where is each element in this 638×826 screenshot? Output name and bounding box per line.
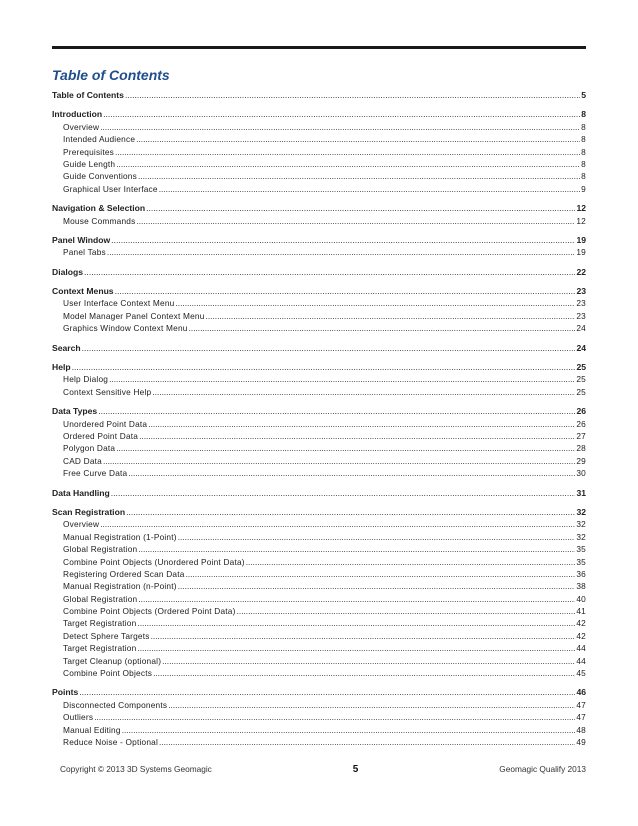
toc-entry-title: Guide Conventions [63,171,137,182]
toc-subsection-entry[interactable] [52,593,586,605]
toc-subsection-entry[interactable] [52,724,586,736]
toc-entry-title: Navigation & Selection [52,203,146,214]
toc-subsection-entry[interactable] [52,642,586,654]
toc-section-entry[interactable] [52,405,586,417]
footer-copyright: Copyright © 2013 3D Systems Geomagic [60,764,212,774]
toc-entry-page: 44 [576,655,586,666]
dot-leader [159,736,575,748]
toc-section-entry[interactable] [52,487,586,499]
dot-leader [189,322,576,334]
dot-leader [111,234,575,246]
toc-subsection-entry[interactable] [52,455,586,467]
dot-leader [103,455,575,467]
toc-subsection-entry[interactable] [52,297,586,309]
dot-leader [100,121,580,133]
toc-entry-title: Disconnected Components [63,699,168,710]
toc-entry-title: Context Sensitive Help [63,386,152,397]
toc-entry-title: Dialogs [52,266,84,277]
toc-entry-page: 32 [576,506,586,517]
toc-entry-title: Help Dialog [63,374,109,385]
toc-entry-page: 47 [576,712,586,723]
toc-entry-title: Overview [63,121,100,132]
toc-entry-title: Manual Registration (1-Point) [63,531,177,542]
toc-entry-page: 45 [576,668,586,679]
toc-section [52,506,586,679]
dot-leader [109,373,575,385]
toc-entry-page: 8 [581,121,586,132]
footer-page-number: 5 [352,764,359,775]
toc-entry-title: Outliers [63,712,94,723]
toc-entry-title: Intended Audience [63,134,136,145]
toc-subsection-entry[interactable] [52,430,586,442]
footer-product: Geomagic Qualify 2013 [499,764,586,774]
dot-leader [100,518,575,530]
toc-subsection-entry[interactable] [52,667,586,679]
dot-leader [107,246,575,258]
dot-leader [148,418,575,430]
toc-entry-title: Search [52,342,81,353]
toc-section-entry[interactable] [52,506,586,518]
toc-subsection-entry[interactable] [52,543,586,555]
dot-leader [116,158,580,170]
toc-section-entry[interactable] [52,266,586,278]
toc-section [52,234,586,259]
dot-leader [84,266,575,278]
toc-subsection-entry[interactable] [52,736,586,748]
toc-entry-page: 8 [581,171,586,182]
toc-entry-title: Panel Window [52,234,111,245]
toc-entry-page: 35 [576,544,586,555]
toc-section [52,342,586,354]
toc-section-entry[interactable] [52,342,586,354]
toc-subsection-entry[interactable] [52,183,586,195]
toc-subsection-entry[interactable] [52,617,586,629]
dot-leader [178,580,576,592]
dot-leader [151,630,576,642]
toc-subsection-entry[interactable] [52,630,586,642]
dot-leader [178,531,576,543]
toc-entry-page: 8 [581,109,586,120]
dot-leader [162,655,575,667]
toc-section [52,202,586,227]
dot-leader [98,405,575,417]
toc-entry-page: 47 [576,699,586,710]
toc-entry-title: Global Registration [63,544,138,555]
toc-section-entry[interactable] [52,89,586,101]
dot-leader [153,667,575,679]
toc-section-entry[interactable] [52,361,586,373]
toc-section [52,686,586,748]
toc-entry-page: 32 [576,531,586,542]
toc-entry-title: Free Curve Data [63,468,128,479]
toc-entry-page: 48 [576,724,586,735]
toc-entry-title: User Interface Context Menu [63,298,175,309]
dot-leader [138,170,580,182]
dot-leader [186,568,576,580]
toc-entry-title: Data Handling [52,487,110,498]
toc-entry-page: 22 [576,266,586,277]
toc-section-entry[interactable] [52,202,586,214]
toc-entry-title: Prerequisites [63,146,115,157]
toc-subsection-entry[interactable] [52,568,586,580]
toc-entry-page: 23 [576,310,586,321]
toc-entry-title: Points [52,687,79,698]
toc-section [52,361,586,398]
toc-subsection-entry[interactable] [52,121,586,133]
toc-subsection-entry[interactable] [52,310,586,322]
toc-entry-page: 46 [576,687,586,698]
top-rule [52,46,586,49]
toc-entry-title: Detect Sphere Targets [63,630,150,641]
toc-entry-page: 9 [581,183,586,194]
toc-entry-title: Table of Contents [52,90,124,100]
dot-leader [159,183,580,195]
toc-subsection-entry[interactable] [52,531,586,543]
toc-entry-page: 24 [576,323,586,334]
dot-leader [237,605,576,617]
toc-subsection-entry[interactable] [52,158,586,170]
toc-subsection-entry[interactable] [52,133,586,145]
dot-leader [139,430,575,442]
page-footer [60,764,586,775]
dot-leader [116,442,575,454]
toc-entry-page: 44 [576,643,586,654]
toc-entry-title: Target Registration [63,643,137,654]
toc-entry-page: 49 [576,736,586,747]
toc-entry-title: Ordered Point Data [63,430,139,441]
dot-leader [138,593,575,605]
dot-leader [137,617,575,629]
toc-entry-title: Registering Ordered Scan Data [63,568,185,579]
toc-entry-page: 25 [576,362,586,373]
toc-entry-page: 31 [576,487,586,498]
toc-subsection-entry[interactable] [52,373,586,385]
toc-entry-page: 41 [576,606,586,617]
dot-leader [103,108,580,120]
toc-entry-page: 12 [576,215,586,226]
toc-entry-title: Graphics Window Context Menu [63,323,188,334]
dot-leader [246,556,576,568]
toc-section-entry[interactable] [52,686,586,698]
toc-subsection-entry[interactable] [52,442,586,454]
toc-entry-page: 42 [576,630,586,641]
dot-leader [115,146,580,158]
toc-entry-page: 25 [576,374,586,385]
dot-leader [206,310,576,322]
toc-section [52,108,586,195]
dot-leader [146,202,575,214]
toc-section [52,89,586,101]
toc-entry-page: 23 [576,298,586,309]
toc-entry-title: Mouse Commands [63,215,136,226]
toc-entry-page: 28 [576,443,586,454]
toc-entry-page: 25 [576,386,586,397]
toc-entry-title: Panel Tabs [63,247,106,258]
toc-subsection-entry[interactable] [52,322,586,334]
toc-entry-title: Global Registration [63,593,138,604]
dot-leader [94,711,575,723]
toc-entry-page: 24 [576,342,586,353]
toc-entry-page: 19 [576,247,586,258]
toc-subsection-entry[interactable] [52,711,586,723]
toc-entry-page: 29 [576,455,586,466]
toc-subsection-entry[interactable] [52,170,586,182]
dot-leader [136,215,575,227]
toc-entry-title: Combine Point Objects [63,668,153,679]
toc-subsection-entry[interactable] [52,556,586,568]
dot-leader [152,386,575,398]
toc-entry-title: Guide Length [63,158,116,169]
toc-subsection-entry[interactable] [52,246,586,258]
toc-entry-title: Scan Registration [52,506,126,517]
toc-entry-title: Target Cleanup (optional) [63,655,162,666]
toc-entry-title: Manual Registration (n-Point) [63,581,177,592]
toc-entry-page: 8 [581,134,586,145]
toc-entry-title: Manual Editing [63,724,121,735]
toc-section-entry[interactable] [52,108,586,120]
toc-subsection-entry[interactable] [52,518,586,530]
toc-subsection-entry[interactable] [52,467,586,479]
dot-leader [125,89,580,101]
toc-entry-page: 5 [581,90,586,100]
toc-entry-page: 19 [576,234,586,245]
toc-subsection-entry[interactable] [52,146,586,158]
toc-entry-title: Combine Point Objects (Ordered Point Data) [63,606,236,617]
toc-section-entry[interactable] [52,234,586,246]
dot-leader [122,724,576,736]
toc-entry-title: Polygon Data [63,443,116,454]
toc-entry-title: Overview [63,519,100,530]
toc-entry-page: 30 [576,468,586,479]
toc-entry-title: Reduce Noise - Optional [63,736,158,747]
toc-entry-title: Help [52,362,71,373]
dot-leader [137,642,575,654]
toc-section [52,285,586,335]
toc-heading: Table of Contents [52,67,170,83]
dot-leader [111,487,576,499]
toc-entry-page: 27 [576,430,586,441]
toc-entry-page: 40 [576,593,586,604]
toc-subsection-entry[interactable] [52,699,586,711]
toc-entry-title: Graphical User Interface [63,183,158,194]
toc-entry-page: 12 [576,203,586,214]
dot-leader [138,543,575,555]
toc-entry-title: Context Menus [52,286,114,297]
toc-entry-page: 26 [576,406,586,417]
toc-entry-title: Introduction [52,109,103,120]
toc-entry-title: Unordered Point Data [63,418,148,429]
dot-leader [128,467,575,479]
toc-entry-page: 35 [576,556,586,567]
dot-leader [72,361,576,373]
toc-entry-title: Model Manager Panel Context Menu [63,310,205,321]
toc-entry-title: Data Types [52,406,98,417]
dot-leader [126,506,575,518]
toc-section [52,487,586,499]
toc-section-entry[interactable] [52,285,586,297]
toc-subsection-entry[interactable] [52,386,586,398]
dot-leader [115,285,576,297]
toc-entry-page: 23 [576,286,586,297]
toc-entry-page: 36 [576,568,586,579]
dot-leader [79,686,575,698]
toc-entry-page: 8 [581,146,586,157]
toc-section [52,266,586,278]
dot-leader [136,133,580,145]
toc-subsection-entry[interactable] [52,418,586,430]
toc-subsection-entry[interactable] [52,215,586,227]
toc-entry-title: CAD Data [63,455,102,466]
toc-entry-page: 42 [576,618,586,629]
toc-subsection-entry[interactable] [52,605,586,617]
toc-subsection-entry[interactable] [52,580,586,592]
dot-leader [168,699,575,711]
toc-section [52,405,586,479]
toc-entry-page: 8 [581,158,586,169]
toc-entry-page: 38 [576,581,586,592]
table-of-contents [52,89,586,755]
toc-entry-page: 26 [576,418,586,429]
dot-leader [175,297,575,309]
toc-entry-page: 32 [576,519,586,530]
dot-leader [82,342,576,354]
toc-subsection-entry[interactable] [52,655,586,667]
toc-entry-title: Combine Point Objects (Unordered Point Data) [63,556,245,567]
toc-entry-title: Target Registration [63,618,137,629]
